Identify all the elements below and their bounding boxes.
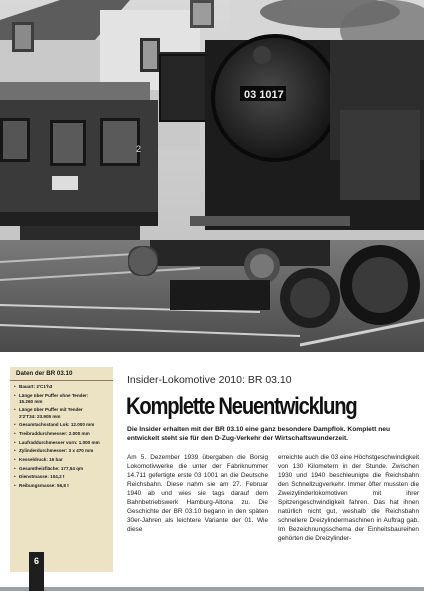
spec-item <box>14 466 109 472</box>
spec-label: Laufraddurchmesser vorn: 1.000 mm <box>19 439 100 445</box>
locomotive-number-plate: 03 1017 <box>244 89 284 101</box>
spec-item <box>14 431 109 437</box>
spec-label: Gesamtachsstand Lok: 12.000 mm <box>19 422 95 428</box>
spec-item <box>14 448 109 454</box>
spec-item <box>14 474 109 480</box>
article-lead: Die Insider erhalten mit der BR 03.10 eine ganz besondere Dampflok. Komplett neu entwickelt steht sie für den D-Zug-Verkehr der Wirtschaftswunderzeit. <box>127 426 391 442</box>
spec-label: Bauart: 2'C1'h3 <box>19 384 53 389</box>
page-number: 6 <box>33 556 39 566</box>
spec-label: Länge über Puffer ohne Tender: <box>19 392 89 398</box>
spec-item <box>14 440 109 446</box>
body-column-left: Am 5. Dezember 1939 übergaben die Borsig Lokomotivwerke die unter der Fabriknummer 14.711 gefertigte erste 03 1001 an die Deutsche Reichsbahn. Diese nahm sie am 27. Februar 1940 ab und wies sie tags darauf dem Bahnbetriebswerk Hamburg-Altona zu. Die Geschichte der BR 03.10 begann in den späten 30er-Jahren als leichtere Variante der 01. Wie diese <box>127 454 268 533</box>
spec-item <box>14 393 109 405</box>
specs-sidebar <box>10 367 113 572</box>
spec-label: Dienstmasse: 104,2 t <box>19 474 65 480</box>
page-number-tab <box>29 552 44 591</box>
spec-item <box>14 457 109 463</box>
article-kicker: Insider-Lokomotive 2010: BR 03.10 <box>127 374 292 386</box>
spec-item <box>14 407 109 419</box>
body-column-right: erreichte auch die 03 eine Höchstgeschwindigkeit von 130 Kilometern in der Stunde. Zwischen 1930 und 1940 beschleunigte die Reichsbahn den Schnellzugverkehr. Immer öfter mussten die Zweizylinderlokomotiven mit ihrer Spitzengeschwindigkeit fahren. Das hat ihnen natürlich nicht gut, weshalb die Reichsbahn schnellere Dreizylindermaschinen in Auftrag gab. Im Bezeichnungsschema der Einheitsbaureihen gehörten die Dreizylinder- <box>278 454 419 542</box>
spec-label: Gesamtheizfläche: 177,54 qm <box>19 465 84 471</box>
spec-label: Kesseldruck: 16 bar <box>19 457 63 462</box>
footer-bar <box>0 587 424 591</box>
spec-label: Länge über Puffer mit Tender <box>19 407 83 413</box>
spec-value: 15.260 mm <box>19 398 43 404</box>
spec-item <box>14 483 109 489</box>
article-body <box>127 453 419 543</box>
article-headline: Komplette Neuentwicklung <box>126 393 357 420</box>
sidebar-title: Daten der BR 03.10 <box>10 367 113 381</box>
spec-label: Treibraddurchmesser: 2.000 mm <box>19 430 90 436</box>
spec-value: 2'2'T34: 23.905 mm <box>19 413 61 419</box>
spec-label: Zylinderdurchmesser: 3 x 470 mm <box>19 448 94 454</box>
spec-label: Reibungsmasse: 56,8 t <box>19 483 69 489</box>
spec-item <box>14 422 109 428</box>
spec-item <box>14 384 109 390</box>
coach-class-number: 2 <box>136 144 142 154</box>
